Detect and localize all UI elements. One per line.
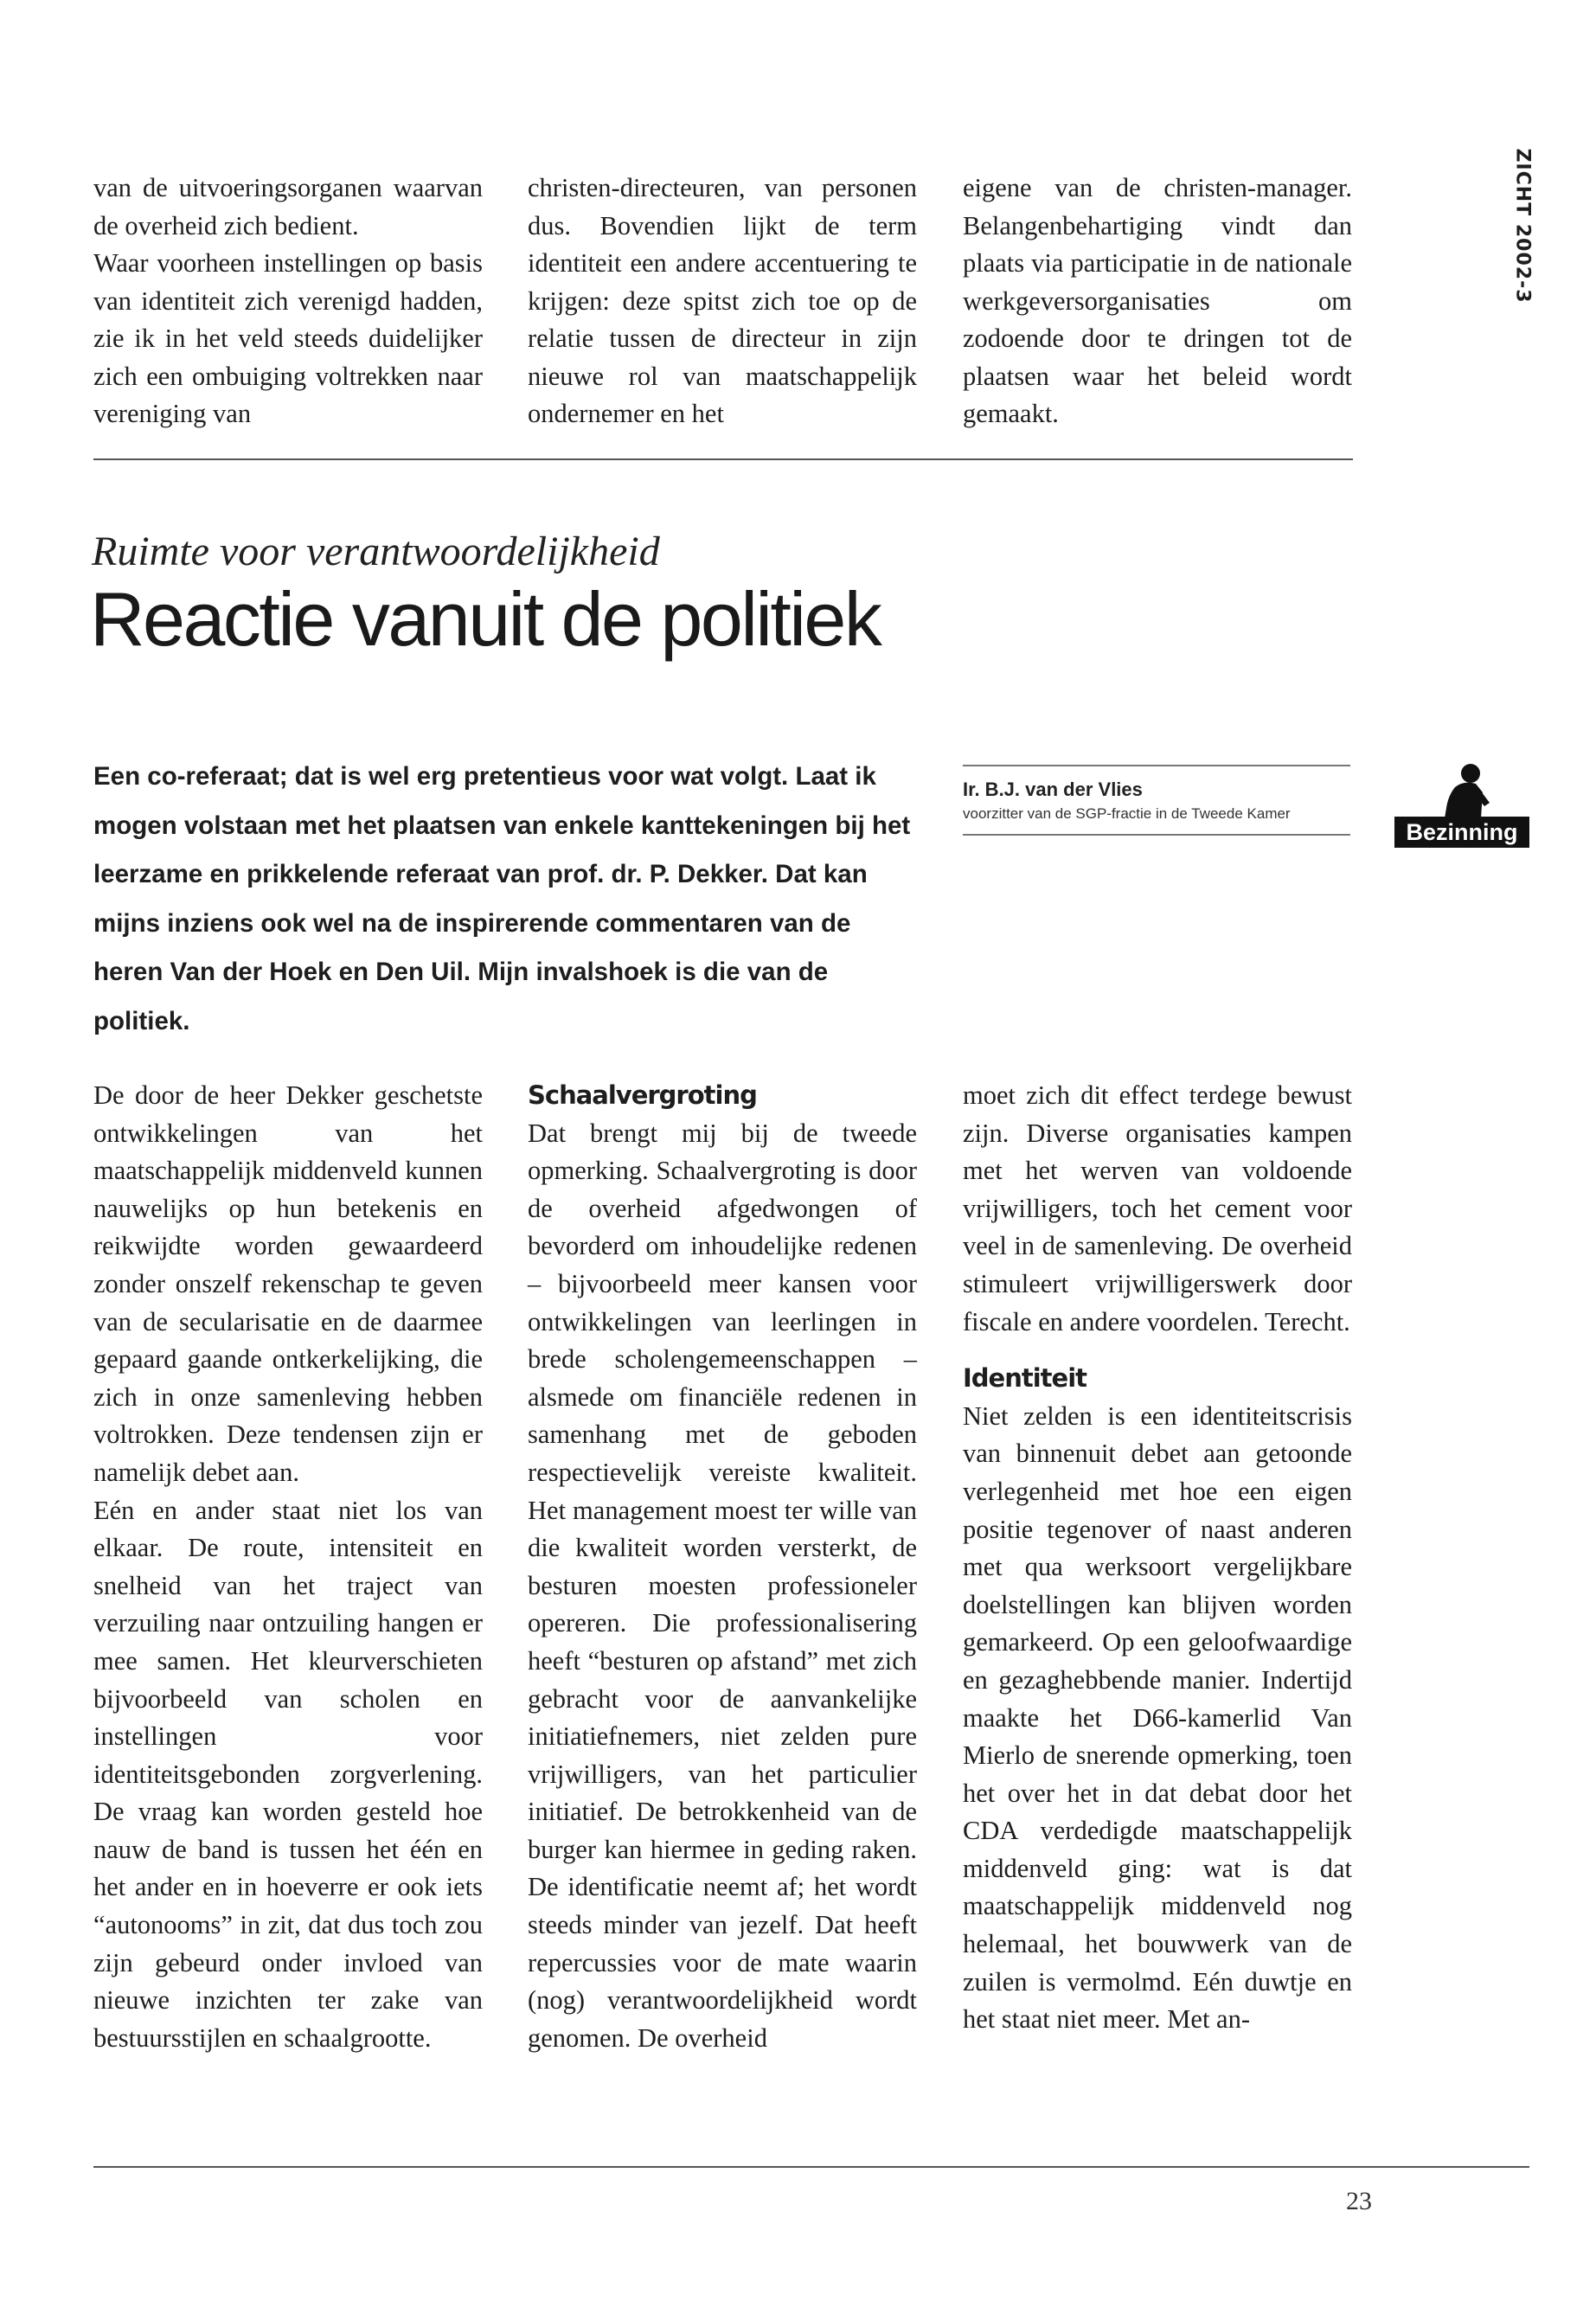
top-column-3 bbox=[963, 170, 1352, 433]
author-box bbox=[963, 765, 1350, 836]
paragraph: Dat brengt mij bij de tweede opmerking. Schaalvergroting is door de overheid afgedwongen of bevorderd om inhoudelijke redenen – bijvoorbeeld meer kansen voor ontwikkelingen van leerlingen in brede scholengemeenschappen – alsmede om financiële redenen in samenhang met de geboden respectievelijk vereiste kwaliteit. Het management moest ter wille van die kwaliteit worden versterkt, de besturen moesten professioneler opereren. Die professionalisering heeft “besturen op afstand” met zich gebracht voor de aanvankelijke initiatiefnemers, niet zelden pure vrijwilligers, van het particulier initiatief. De betrokkenheid van de burger kan hiermee in geding raken. De identificatie neemt af; het wordt steeds minder van jezelf. Dat heeft repercussies voor de mate waarin (nog) verantwoordelijkheid wordt genomen. De overheid bbox=[528, 1118, 917, 2053]
rubric-badge bbox=[1394, 763, 1529, 849]
article-kicker: Ruimte voor verantwoordelijkheid bbox=[92, 529, 660, 574]
paragraph: van de uitvoeringsorganen waarvan de overheid zich bedient. bbox=[93, 173, 483, 240]
paragraph: Eén en ander staat niet los van elkaar. De route, intensiteit en snelheid van het traject van verzuiling naar ontzuiling hangen er mee samen. Het kleurverschieten bijvoorbeeld van scholen en instellingen voor identiteitsgebonden zorgverlening. De vraag kan worden gesteld hoe nauw de band is tussen het één en het ander en in hoeverre er ook iets “autonooms” in zit, dat dus toch zou zijn gebeurd onder invloed van nieuwe inzichten ter zake van bestuursstijlen en schaalgrootte. bbox=[93, 1495, 483, 2053]
paragraph: christen-directeuren, van personen dus. Bovendien lijkt de term identiteit een andere accentuering te krijgen: deze spitst zich toe op de relatie tussen de directeur in zijn nieuwe rol van maatschappelijk ondernemer en het bbox=[528, 173, 917, 428]
paragraph: Niet zelden is een identiteitscrisis van binnenuit debet aan getoonde verlegenheid met hoe een eigen positie tegenover of naast anderen met qua werksoort vergelijkbare doelstellingen kan blijven worden gemarkeerd. Op een geloofwaardige en gezaghebbende manier. Indertijd maakte het D66-kamerlid Van Mierlo de snerende opmerking, toen het over het in dat debat door het CDA verdedigde maatschappelijk middenveld ging: wat is dat maatschappelijk middenveld nog helemaal, het bouwwerk van de zuilen is vermolmd. Eén duwtje en het staat niet meer. Met an- bbox=[963, 1400, 1352, 2035]
author-role: voorzitter van de SGP-fractie in de Tweede Kamer bbox=[963, 805, 1291, 822]
footer-divider bbox=[93, 2166, 1529, 2168]
journal-issue-label: ZICHT 2002-3 bbox=[1511, 148, 1534, 304]
paragraph: De door de heer Dekker geschetste ontwikkelingen van het maatschappelijk middenveld kunnen nauwelijks op hun betekenis en reikwijdte worden gewaardeerd zonder onszelf rekenschap te geven van de secularisatie en de daarmee gepaard gaande ontkerkelijking, die zich in onze samenleving hebben voltrokken. Deze tendensen zijn er namelijk debet aan. bbox=[93, 1080, 483, 1487]
page-number: 23 bbox=[1346, 2187, 1372, 2215]
paragraph: moet zich dit effect terdege bewust zijn. Diverse organisaties kampen met het werven van voldoende vrijwilligers, toch het cement voor veel in de samenleving. De overheid stimuleert vrijwilligerswerk door fiscale en andere voordelen. Terecht. bbox=[963, 1080, 1352, 1336]
divider bbox=[93, 458, 1353, 460]
article-title: Reactie vanuit de politiek bbox=[90, 576, 881, 662]
author-name: Ir. B.J. van der Vlies bbox=[963, 779, 1143, 800]
paragraph: eigene van de christen-manager. Belangenbehartiging vindt dan plaats via participatie in de nationale werkgeversorganisaties om zodoende door te dringen tot de plaatsen waar het beleid wordt gemaakt. bbox=[963, 173, 1352, 428]
article-intro: Een co-referaat; dat is wel erg pretentieus voor wat volgt. Laat ik mogen volstaan met het plaatsen van enkele kanttekeningen bij het leerzame en prikkelende referaat van prof. dr. P. Dekker. Dat kan mijns inziens ook wel na de inspirerende commentaren van de heren Van der Hoek en Den Uil. Mijn invalshoek is die van de politiek. bbox=[93, 762, 911, 1035]
body-column-1 bbox=[93, 1077, 483, 2057]
thinker-icon bbox=[1394, 763, 1529, 820]
section-heading: Schaalvergroting bbox=[528, 1080, 757, 1110]
top-column-2 bbox=[528, 170, 917, 433]
section-heading: Identiteit bbox=[963, 1363, 1087, 1394]
top-column-1 bbox=[93, 170, 483, 433]
rubric-label: Bezinning bbox=[1394, 817, 1529, 848]
body-column-2 bbox=[528, 1077, 917, 2057]
body-column-3 bbox=[963, 1077, 1352, 2039]
paragraph: Waar voorheen instellingen op basis van identiteit zich verenigd hadden, zie ik in het veld steeds duidelijker zich een ombuiging voltrekken naar vereniging van bbox=[93, 248, 483, 428]
